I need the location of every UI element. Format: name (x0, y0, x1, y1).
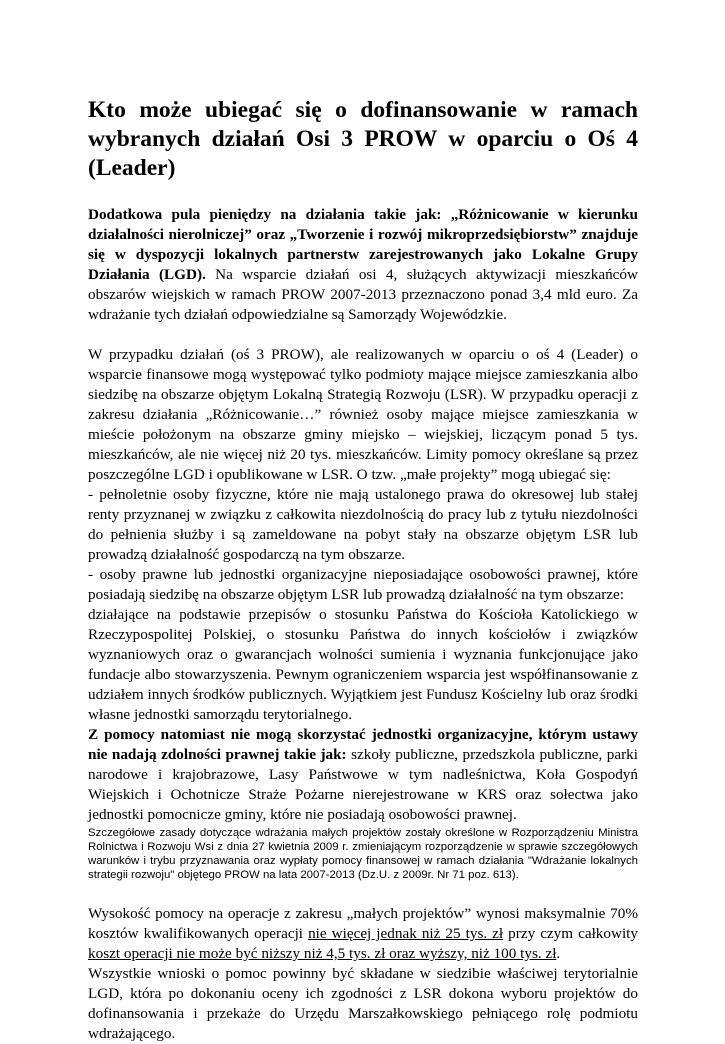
regulation-note: Szczegółowe zasady dotyczące wdrażania małych projektów zostały określone w Rozporządzeniu Ministra Rolnictwa i Rozwoju Wsi z dnia 27 kwietnia 2009 r. zmieniającym rozporządzenie w sprawie szczegółowych warunków i trybu przyznawania oraz wypłaty pomocy finansowej w ramach działania "Wdrażanie lokalnych strategii rozwoju" objętego PROW na lata 2007-2013 (Dz.U. z 2009r. Nr 71 poz. 613). (88, 827, 638, 881)
exclusion-paragraph (88, 725, 638, 825)
document-page (88, 96, 638, 1044)
paragraph-gap (88, 325, 638, 345)
document-title: Kto może ubiegać się o dofinansowanie w ramach wybranych działań Osi 3 PROW w oparciu o Oś 4 (Leader) (88, 97, 638, 181)
paragraph-gap (88, 882, 638, 904)
application-paragraph: Wszystkie wnioski o pomoc powinny być składane w siedzibie właściwej terytorialnie LGD, która po dokonaniu oceny ich zgodności z LSR dokona wyboru projektów do dofinansowania i przekaże do Urzędu Marszałkowskiego pełniącego rolę podmiotu wdrażającego. (88, 965, 638, 1042)
eligibility-item-natural-persons: - pełnoletnie osoby fizyczne, które nie mają ustalonego prawa do okresowej lub stałej renty przyznanej w związku z całkowita niezdolnością do pracy lub z tytułu niezdolności do pełnienia służby i są zameldowane na pobyt stały na obszarze objętym LSR lub prowadzą działalność gospodarczą na tym obszarze. (88, 486, 638, 563)
intro-bold-text: Dodatkowa pula pieniędzy na działania takie jak: „Różnicowanie w kierunku działalności nierolniczej” oraz „Tworzenie i rozwój mikroprzedsiębiorstw” znajduje się w dyspozycji lokalnych partnerstw zarejestrowanych jako Lokalne Grupy Działania (LGD). (88, 206, 638, 283)
intro-paragraph (88, 205, 638, 325)
funding-text-c: . (556, 945, 561, 962)
exclusion-text: szkoły publiczne, przedszkola publiczne, parki narodowe i krajobrazowe, Lasy Państwowe w tym nadleśnictwa, Koła Gospodyń Wiejskich i Ochotnicze Straże Pożarne nierejestrowane w KRS oraz sołectwa jako jednostki pomocnicze gminy, które nie posiadają osobowości prawnej. (88, 746, 638, 823)
funding-limit-underlined: nie więcej jednak niż 25 tys. zł (308, 925, 504, 942)
funding-text-a: Wysokość pomocy na operacje z zakresu „małych projektów” wynosi maksymalnie 70% kosztów kwalifikowanych operacji (88, 905, 638, 942)
cost-range-underlined: koszt operacji nie może być niższy niż 4,5 tys. zł oraz wyższy, niż 100 tys. zł (88, 945, 557, 962)
funding-text-b: przy czym całkowity (503, 925, 638, 942)
exclusion-bold-text: Z pomocy natomiast nie mogą skorzystać jednostki organizacyjne, którym ustawy nie nadają zdolności prawnej takie jak: (88, 726, 638, 763)
eligibility-item-legal-persons: - osoby prawne lub jednostki organizacyjne nieposiadające osobowości prawnej, które posiadają siedzibę na obszarze objętym LSR lub prowadzą działalność na tym obszarze: (88, 566, 638, 603)
eligibility-item-churches: działające na podstawie przepisów o stosunku Państwa do Kościoła Katolickiego w Rzeczypospolitej Polskiej, o stosunku Państwa do innych kościołów i związków wyznaniowych oraz o gwarancjach wolności sumienia i wyznania funkcjonujące jako fundacje albo stowarzyszenia. Pewnym ograniczeniem wsparcia jest współfinansowanie z udziałem innych środków publicznych. Wyjątkiem jest Fundusz Kościelny lub oraz środki własne jednostki samorządu terytorialnego. (88, 606, 638, 723)
eligibility-paragraph: W przypadku działań (oś 3 PROW), ale realizowanych w oparciu o oś 4 (Leader) o wsparcie finansowe mogą występować tylko podmioty mające miejsce zamieszkania albo siedzibę na obszarze objętym Lokalną Strategią Rozwoju (LSR). W przypadku operacji z zakresu działania „Różnicowanie…” również osoby mające miejsce zamieszkania w mieście położonym na obszarze gminy miejsko – wiejskiej, liczącym ponad 5 tys. mieszkańców, ale nie więcej niż 20 tys. mieszkańców. Limity pomocy określane są przez poszczególne LGD i opublikowane w LSR. O tzw. „małe projekty” mogą ubiegać się: (88, 346, 638, 483)
intro-text: Na wsparcie działań osi 4, służących aktywizacji mieszkańców obszarów wiejskich w ramach PROW 2007-2013 przeznaczono ponad 3,4 mld euro. Za wdrażanie tych działań odpowiedzialne są Samorządy Wojewódzkie. (88, 266, 638, 323)
funding-amount-paragraph (88, 904, 638, 964)
